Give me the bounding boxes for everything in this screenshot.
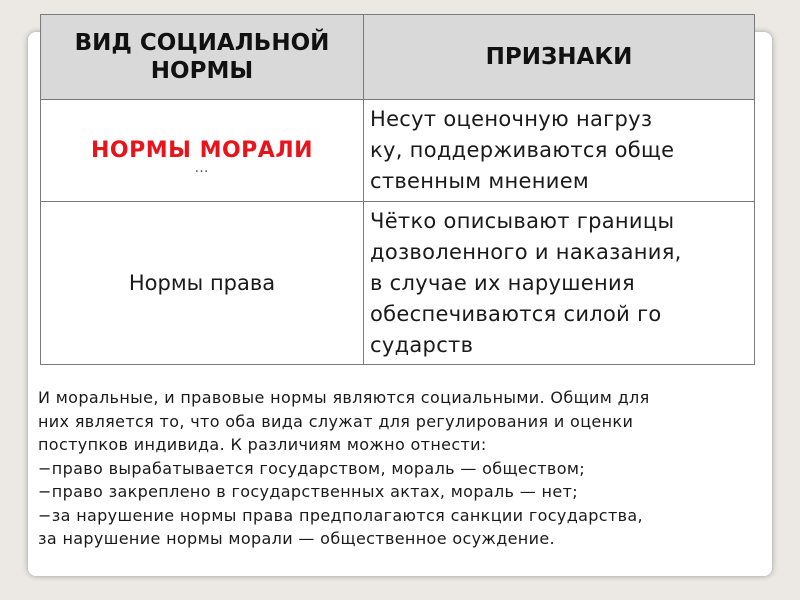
explanation-text — [38, 386, 768, 551]
note-line: −за нарушение нормы права предполагаются санкции государства, — [38, 505, 643, 525]
signs-line: сударств — [370, 332, 474, 357]
table-row — [41, 100, 755, 202]
header-kind-line1: ВИД СОЦИАЛЬНОЙ — [74, 30, 330, 56]
signs-line: дозволенного и наказания, — [370, 239, 682, 264]
placeholder-ellipsis: … — [194, 160, 210, 176]
header-kind-line2: НОРМЫ — [150, 58, 254, 84]
table-header-row — [41, 15, 755, 100]
note-line: поступков индивида. К различиям можно отнести: — [38, 435, 487, 454]
kind-label-moral: НОРМЫ МОРАЛИ — [90, 138, 313, 163]
note-line: них является то, что оба вида служат для регулирования и оценки — [38, 411, 634, 431]
signs-line: в случае их нарушения — [370, 270, 635, 295]
kind-label-law: Нормы права — [128, 271, 276, 295]
header-signs: ПРИЗНАКИ — [364, 15, 755, 100]
signs-line: ку, поддерживаются обще — [370, 138, 675, 162]
note-line: за нарушение нормы морали — общественное осуждение. — [38, 529, 555, 548]
signs-cell-law — [364, 202, 755, 365]
norms-table — [40, 14, 755, 365]
kind-cell-moral — [41, 100, 364, 202]
signs-line: Чётко описывают границы — [370, 208, 675, 233]
kind-cell-law — [41, 202, 364, 365]
signs-line: ственным мнением — [370, 169, 590, 193]
table-row — [41, 202, 755, 365]
note-line: И моральные, и правовые нормы являются социальными. Общим для — [38, 388, 650, 407]
note-line: −право вырабатывается государством, мораль — обществом; — [38, 458, 586, 478]
signs-cell-moral — [364, 100, 755, 202]
signs-line: обеспечиваются силой го — [370, 301, 662, 326]
signs-line: Несут оценочную нагруз — [370, 107, 653, 131]
header-kind — [41, 15, 364, 100]
note-line: −право закреплено в государственных актах, мораль — нет; — [38, 482, 578, 501]
